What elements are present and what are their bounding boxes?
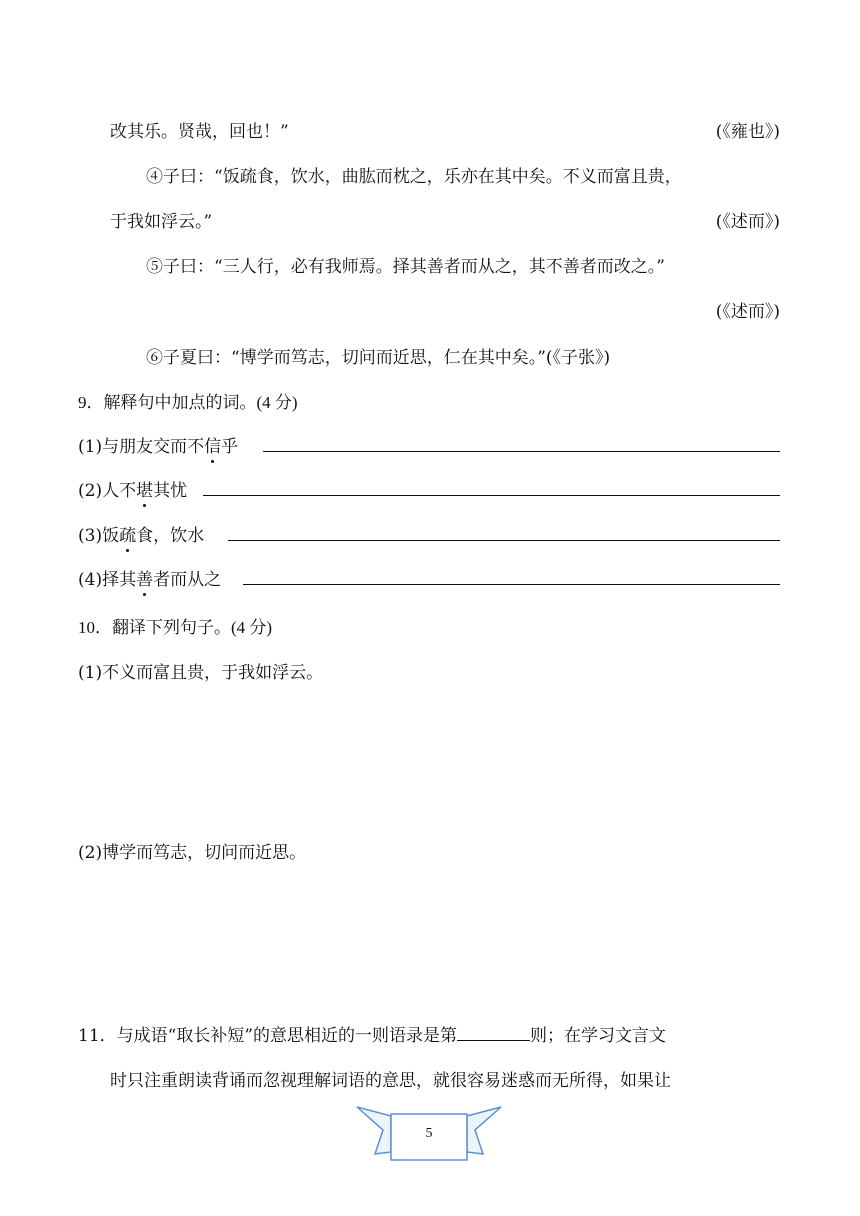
item-suffix: 食，饮水 xyxy=(136,526,205,546)
question-10-title: 10．翻译下列句子。(4 分) xyxy=(78,618,273,637)
page-footer-ribbon xyxy=(355,1104,503,1164)
item-prefix: (3)饭 xyxy=(78,526,120,546)
passage-4-source: (《述而》) xyxy=(715,212,780,232)
fill-in-blank[interactable] xyxy=(457,1024,530,1041)
item-prefix: (1)与朋友交而不 xyxy=(78,437,205,457)
answer-line[interactable] xyxy=(228,540,780,541)
item-suffix: 其忧 xyxy=(153,481,188,501)
passage-5-line-1: ⑤子曰：“三人行，必有我师焉。择其善者而从之，其不善者而改之。” xyxy=(146,257,665,277)
item-prefix: (2)人不 xyxy=(78,481,137,501)
dotted-word: 堪 xyxy=(136,481,154,501)
dotted-word: 疏 xyxy=(119,526,137,546)
passage-3-end: 改其乐。贤哉，回也！” xyxy=(110,122,289,142)
question-10-item-1: (1)不义而富且贵，于我如浮云。 xyxy=(78,663,324,683)
passage-6-line-1: ⑥子夏曰：“博学而笃志，切问而近思，仁在其中矣。”(《子张》) xyxy=(146,348,611,368)
answer-line[interactable] xyxy=(263,451,780,452)
question-11-text-b: 则；在学习文言文 xyxy=(530,1026,667,1046)
item-prefix: (4)择其 xyxy=(78,570,137,590)
question-11-line-2: 时只注重朗读背诵而忽视理解词语的意思，就很容易迷惑而无所得，如果让 xyxy=(110,1071,671,1091)
answer-line[interactable] xyxy=(203,495,780,496)
item-suffix: 乎 xyxy=(221,437,239,457)
question-11-line-1 xyxy=(78,1021,666,1046)
passage-3-source: (《雍也》) xyxy=(715,122,780,142)
dotted-word: 信 xyxy=(204,437,222,457)
question-9-item-1 xyxy=(78,432,238,457)
passage-5-source: (《述而》) xyxy=(715,302,780,322)
answer-line[interactable] xyxy=(243,584,780,585)
question-9-item-3 xyxy=(78,521,204,546)
passage-4-line-2: 于我如浮云。” xyxy=(110,212,213,232)
question-11-text-a: 11．与成语“取长补短”的意思相近的一则语录是第 xyxy=(78,1026,458,1046)
page-number: 5 xyxy=(425,1126,433,1141)
question-10-item-2: (2)博学而笃志，切问而近思。 xyxy=(78,843,307,863)
question-9-item-2 xyxy=(78,476,187,501)
passage-4-line-1: ④子曰：“饭疏食，饮水，曲肱而枕之，乐亦在其中矣。不义而富且贵， xyxy=(146,167,682,187)
dotted-word: 善 xyxy=(136,570,154,590)
question-9-item-4 xyxy=(78,565,221,590)
question-9-title: 9．解释句中加点的词。(4 分) xyxy=(78,393,298,412)
item-suffix: 者而从之 xyxy=(153,570,222,590)
